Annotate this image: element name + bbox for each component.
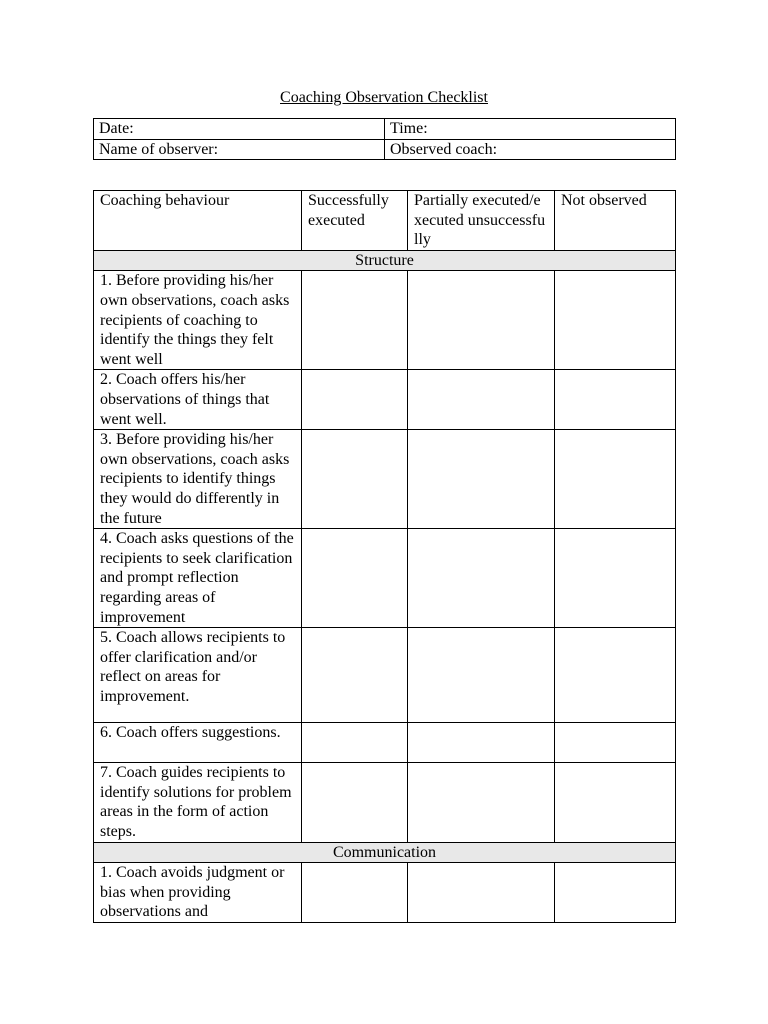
success-cell[interactable] (302, 723, 408, 763)
observed-coach-field[interactable]: Observed coach: (385, 139, 676, 160)
success-cell[interactable] (302, 863, 408, 923)
table-row (94, 430, 676, 529)
not-observed-cell[interactable] (555, 763, 676, 842)
success-cell[interactable] (302, 529, 408, 628)
behaviour-cell: 1. Before providing his/her own observations, coach asks recipients of coaching to identify the things they felt went well (94, 271, 302, 370)
section-row (94, 250, 676, 271)
not-observed-cell[interactable] (555, 723, 676, 763)
partial-cell[interactable] (408, 763, 555, 842)
info-table (93, 118, 676, 160)
success-cell[interactable] (302, 370, 408, 430)
checklist-table (93, 190, 676, 923)
behaviour-cell: 3. Before providing his/her own observations, coach asks recipients to identify things they would do differently in the future (94, 430, 302, 529)
header-behaviour: Coaching behaviour (94, 191, 302, 251)
header-row (94, 191, 676, 251)
table-row (94, 529, 676, 628)
behaviour-cell: 6. Coach offers suggestions. (94, 723, 302, 763)
header-not-observed: Not observed (555, 191, 676, 251)
date-field[interactable]: Date: (94, 119, 385, 140)
not-observed-cell[interactable] (555, 628, 676, 723)
observer-field[interactable]: Name of observer: (94, 139, 385, 160)
not-observed-cell[interactable] (555, 863, 676, 923)
not-observed-cell[interactable] (555, 529, 676, 628)
not-observed-cell[interactable] (555, 430, 676, 529)
page-title: Coaching Observation Checklist (280, 89, 488, 106)
behaviour-cell: 2. Coach offers his/her observations of things that went well. (94, 370, 302, 430)
partial-cell[interactable] (408, 863, 555, 923)
partial-cell[interactable] (408, 370, 555, 430)
partial-cell[interactable] (408, 723, 555, 763)
success-cell[interactable] (302, 628, 408, 723)
behaviour-cell: 1. Coach avoids judgment or bias when providing observations and (94, 863, 302, 923)
header-partial: Partially executed/executed unsuccessfully (408, 191, 555, 251)
partial-cell[interactable] (408, 271, 555, 370)
section-communication: Communication (94, 842, 676, 863)
table-row (94, 863, 676, 923)
table-row (94, 628, 676, 723)
section-structure: Structure (94, 250, 676, 271)
table-row (94, 763, 676, 842)
success-cell[interactable] (302, 271, 408, 370)
behaviour-cell: 4. Coach asks questions of the recipients to seek clarification and prompt reflection regarding areas of improvement (94, 529, 302, 628)
success-cell[interactable] (302, 430, 408, 529)
behaviour-cell: 7. Coach guides recipients to identify solutions for problem areas in the form of action steps. (94, 763, 302, 842)
time-field[interactable]: Time: (385, 119, 676, 140)
not-observed-cell[interactable] (555, 271, 676, 370)
table-row (94, 723, 676, 763)
not-observed-cell[interactable] (555, 370, 676, 430)
info-row (94, 119, 676, 140)
partial-cell[interactable] (408, 628, 555, 723)
header-success: Successfully executed (302, 191, 408, 251)
partial-cell[interactable] (408, 430, 555, 529)
section-row (94, 842, 676, 863)
table-row (94, 370, 676, 430)
success-cell[interactable] (302, 763, 408, 842)
behaviour-cell: 5. Coach allows recipients to offer clarification and/or reflect on areas for improvement. (94, 628, 302, 723)
table-row (94, 271, 676, 370)
info-row (94, 139, 676, 160)
partial-cell[interactable] (408, 529, 555, 628)
